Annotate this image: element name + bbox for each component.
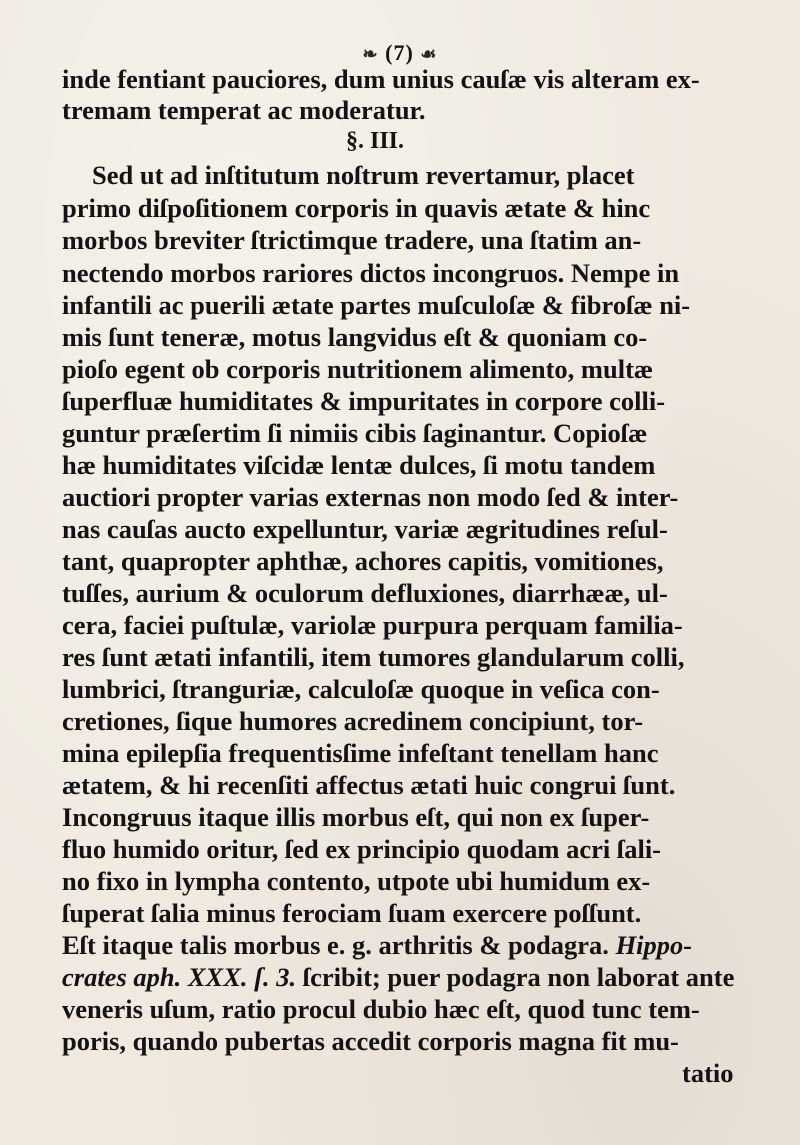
text-line: primo diſpoſitionem corporis in quavis ætate & hinc [62, 193, 651, 223]
text-line: cretiones, ſique humores acredinem concipiunt, tor- [62, 706, 644, 736]
text-line: Sed ut ad inſtitutum noſtrum revertamur, placet [92, 160, 635, 190]
text-line: ætatem, & hi recenſiti affectus ætati huic congrui ſunt. [62, 770, 676, 800]
citation-author: Hippo- [615, 930, 693, 960]
text-line: cera, faciei puſtulæ, variolæ purpura perquam familia- [62, 610, 683, 640]
text-line: ſuperfluæ humiditates & impuritates in corpore colli- [62, 386, 666, 416]
citation-work: crates aph. XXX. ſ. 3. [62, 962, 297, 992]
text-line: poris, quando pubertas accedit corporis magna fit mu- [62, 1026, 679, 1056]
text-line: hæ humiditates viſcidæ lentæ dulces, ſi motu tandem [62, 450, 656, 480]
section-heading: §. III. [346, 128, 405, 154]
text-line: fluo humido oritur, ſed ex principio quodam acri ſali- [62, 834, 662, 864]
text-line: tremam temperat ac moderatur. [62, 95, 426, 125]
text-line: guntur præſertim ſi nimiis cibis ſaginantur. Copioſæ [62, 418, 648, 448]
text-line: ſuperat ſalia minus ferociam ſuam exercere poſſunt. [62, 898, 642, 928]
text-line-part: Eſt itaque talis morbus e. g. arthritis & podagra. [62, 930, 609, 960]
text-line: tant, quapropter aphthæ, achores capitis, vomitiones, [62, 546, 664, 576]
text-line: nectendo morbos rariores dictos incongruos. Nempe in [62, 258, 680, 288]
text-line: auctiori propter varias externas non modo ſed & inter- [62, 482, 679, 512]
text-line: nas cauſas aucto expelluntur, variæ ægritudines reſul- [62, 514, 668, 544]
ornament-right-icon: ☙ [420, 44, 438, 65]
text-line: tuſſes, aurium & oculorum defluxiones, diarrhææ, ul- [62, 578, 668, 608]
text-line: morbos breviter ſtrictimque tradere, una ſtatim an- [62, 225, 642, 255]
text-line: no fixo in lympha contento, utpote ubi humidum ex- [62, 866, 651, 896]
text-line [62, 962, 734, 992]
text-line: veneris uſum, ratio procul dubio hæc eſt, quod tunc tem- [62, 994, 700, 1024]
page-header [330, 40, 470, 66]
text-line: tatio [682, 1058, 734, 1088]
text-line: mis ſunt teneræ, motus langvidus eſt & quoniam co- [62, 322, 648, 352]
text-line: res ſunt ætati infantili, item tumores glandularum colli, [62, 642, 685, 672]
text-line-part: ſcribit; puer podagra non laborat ante [302, 962, 735, 992]
text-line: pioſo egent ob corporis nutritionem alimento, multæ [62, 354, 654, 384]
ornament-left-icon: ❧ [362, 44, 379, 65]
page-number: (7) [385, 40, 414, 65]
text-line: inde fentiant pauciores, dum unius cauſæ vis alteram ex- [62, 64, 700, 94]
text-line [62, 930, 692, 960]
text-line: Incongruus itaque illis morbus eſt, qui non ex ſuper- [62, 802, 650, 832]
text-line: infantili ac puerili ætate partes muſculoſæ & fibroſæ ni- [62, 290, 691, 320]
text-line: mina epilepſia frequentisſime infeſtant tenellam hanc [62, 738, 659, 768]
text-line: lumbrici, ſtranguriæ, calculoſæ quoque in veſica con- [62, 674, 660, 704]
